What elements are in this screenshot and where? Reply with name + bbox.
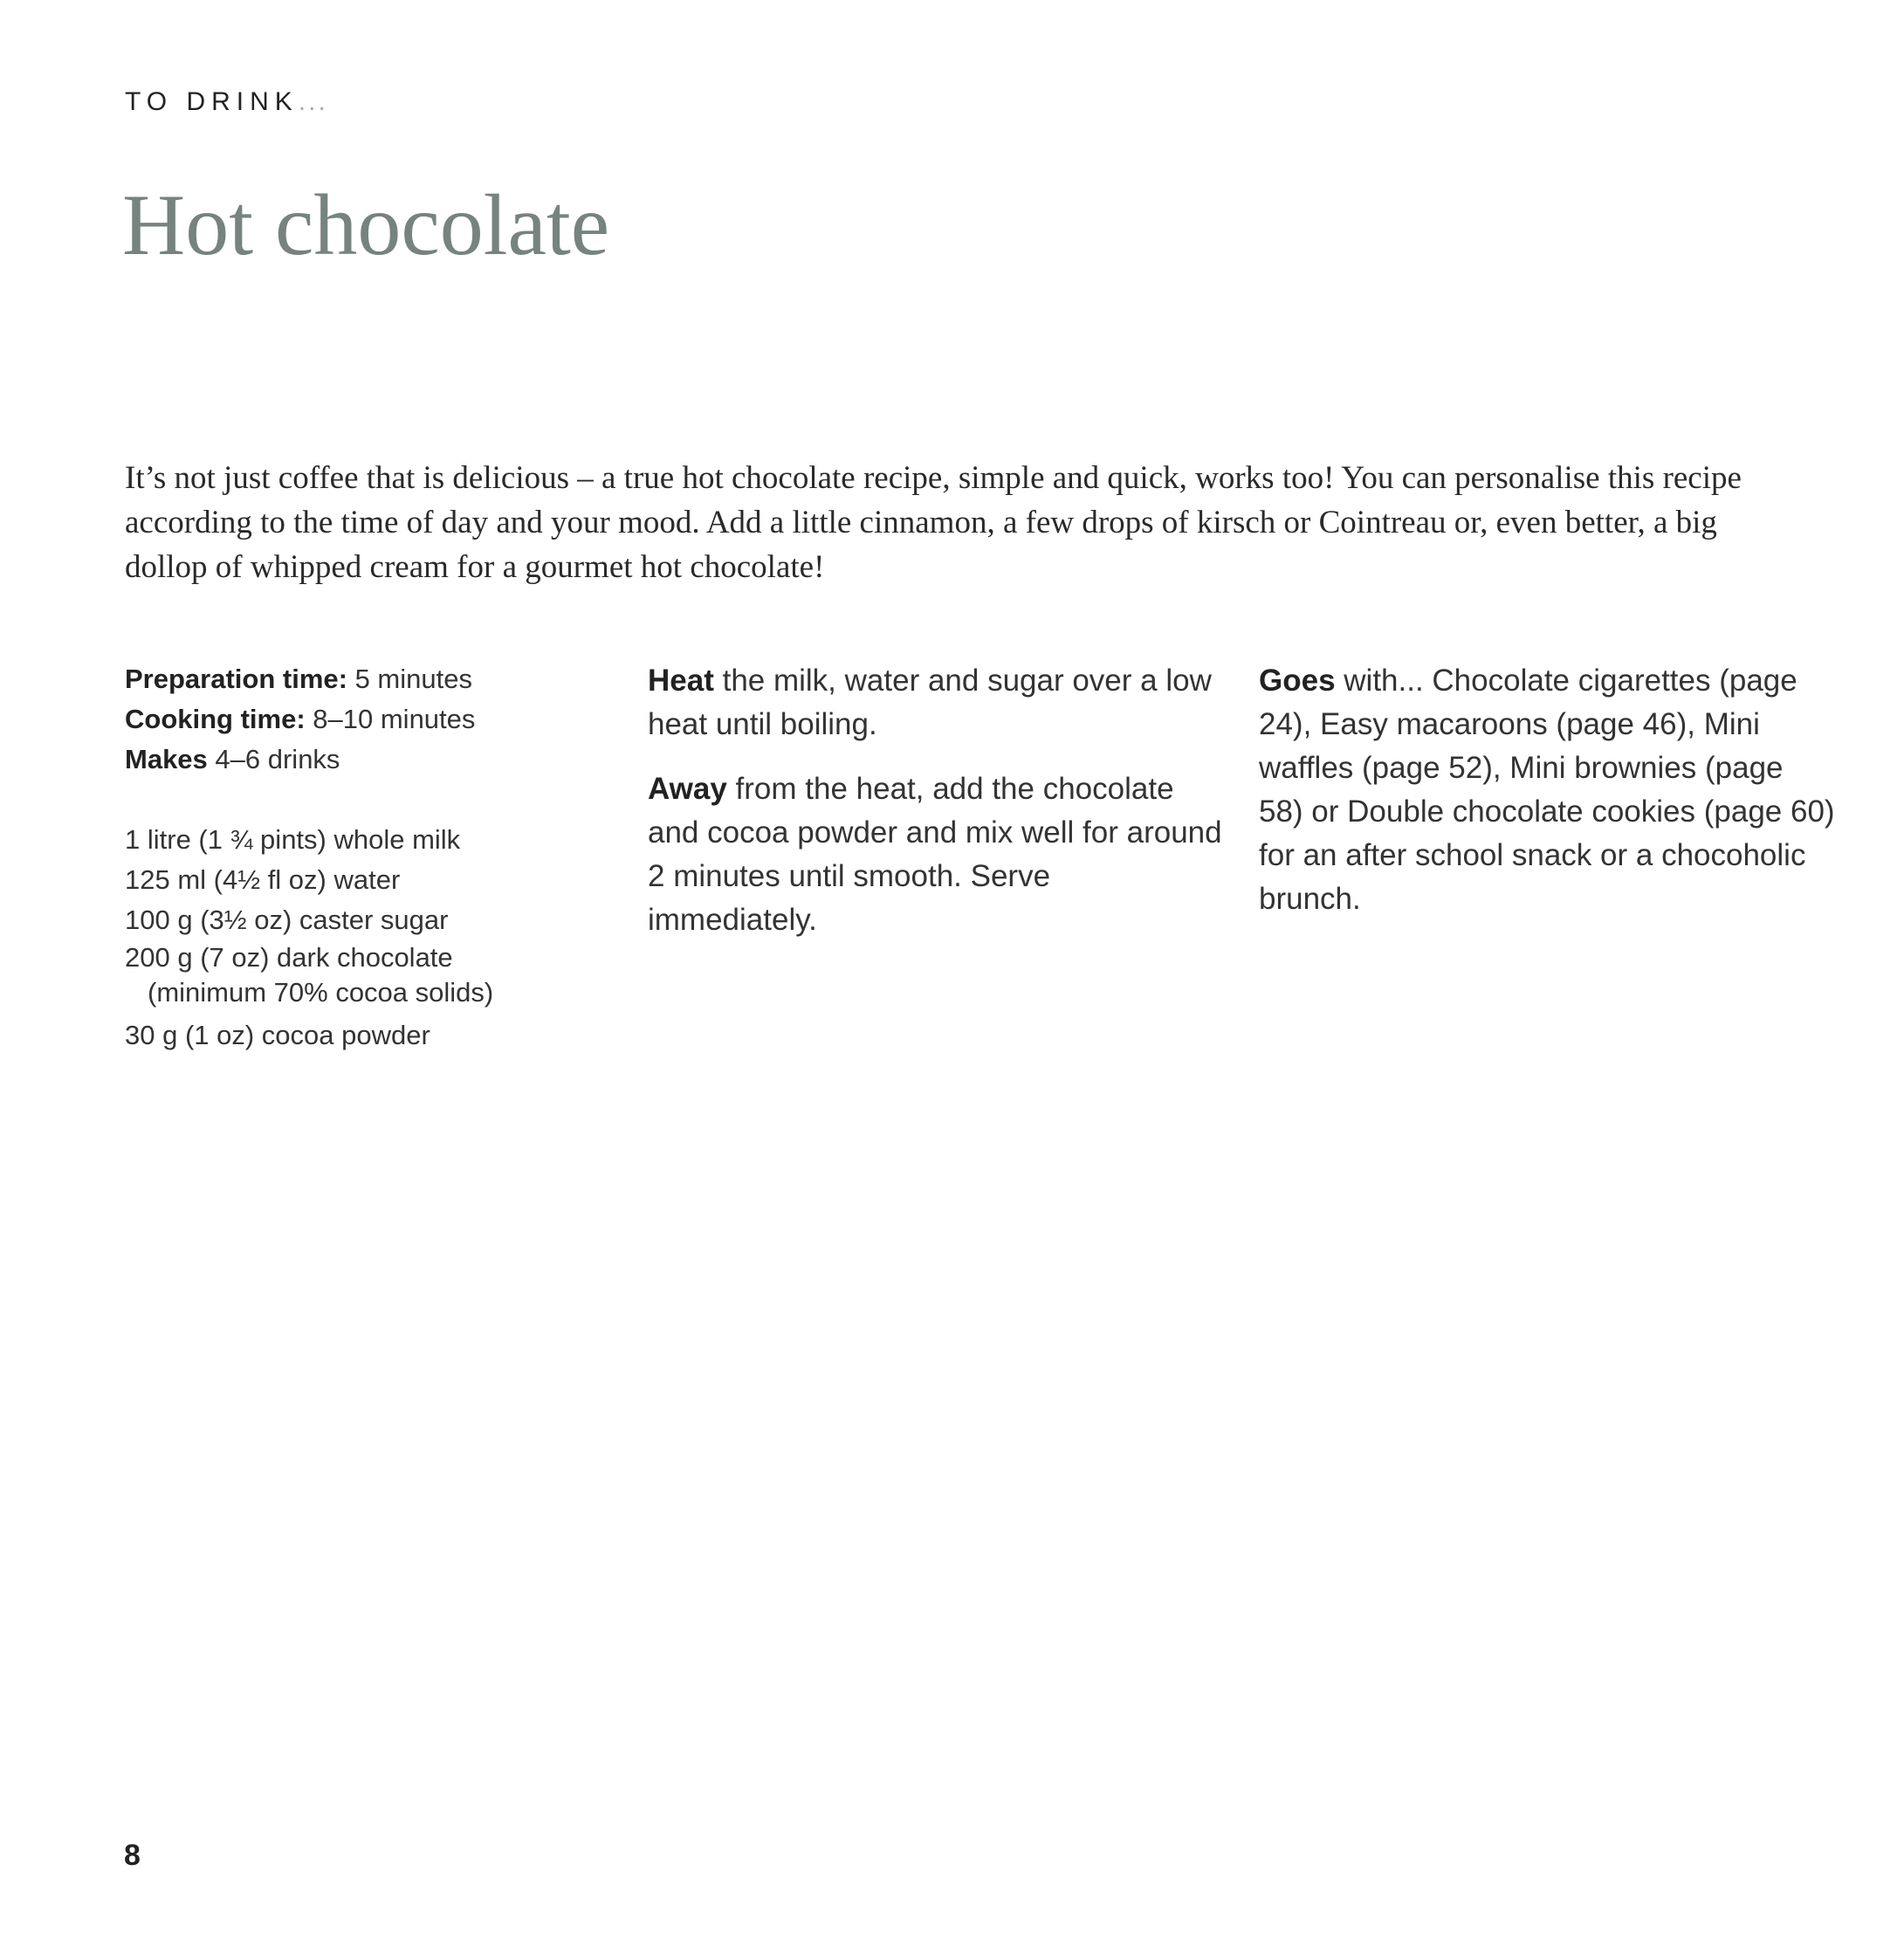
method-step-lead: Away xyxy=(648,772,727,806)
ingredient-item: 200 g (7 oz) dark chocolate xyxy=(125,942,453,973)
makes xyxy=(125,740,544,780)
method-step-text: the milk, water and sugar over a low heat until boiling. xyxy=(648,664,1212,741)
goes-with xyxy=(1259,659,1835,921)
prep-time-label: Preparation time: xyxy=(125,664,347,694)
ingredient-item: 1 litre (1 ¾ pints) whole milk xyxy=(125,824,461,855)
page-number: 8 xyxy=(124,1839,141,1872)
cook-time-value: 8–10 minutes xyxy=(305,704,476,734)
goes-with-lead: Goes xyxy=(1259,664,1336,698)
intro-paragraph: It’s not just coffee that is delicious – a true hot chocolate recipe, simple and quick, works too! You can personalise this recipe according to the time of day and your mood. Add a little cinnamon, a few drops of kirsch or Cointreau or, even better, a big dollop of whipped cream for a gourmet hot chocolate! xyxy=(125,460,1742,585)
makes-value: 4–6 drinks xyxy=(207,744,340,774)
section-label-dots: ... xyxy=(298,87,328,116)
ingredient-item-note: (minimum 70% cocoa solids) xyxy=(148,977,494,1008)
cook-time-label: Cooking time: xyxy=(125,704,306,734)
method-step-text: from the heat, add the chocolate and cocoa powder and mix well for around 2 minutes until smooth. Serve immediately. xyxy=(648,772,1222,937)
method-column xyxy=(648,659,1224,942)
ingredient-item: 125 ml (4½ fl oz) water xyxy=(125,864,401,895)
ingredient-list xyxy=(125,820,544,1056)
ingredient-item: 30 g (1 oz) cocoa powder xyxy=(125,1020,430,1050)
method-step-lead: Heat xyxy=(648,664,714,698)
method-step xyxy=(648,767,1224,942)
goes-with-column xyxy=(1259,659,1835,921)
goes-with-text: with... Chocolate cigarettes (page 24), Easy macaroons (page 46), Mini waffles (page 52), Mini brownies (page 58) or Double chocolate cookies (page 60) for an after school snack or a chocoholic brunch. xyxy=(1259,664,1835,916)
ingredient-item: 100 g (3½ oz) caster sugar xyxy=(125,905,449,935)
cook-time xyxy=(125,699,544,740)
recipe-info-column xyxy=(125,659,544,1056)
section-label-text: TO DRINK xyxy=(125,87,299,116)
prep-time xyxy=(125,659,544,699)
section-label xyxy=(125,87,328,117)
method-step xyxy=(648,659,1224,746)
makes-label: Makes xyxy=(125,744,208,774)
page-title: Hot chocolate xyxy=(122,176,610,273)
prep-time-value: 5 minutes xyxy=(347,664,472,694)
